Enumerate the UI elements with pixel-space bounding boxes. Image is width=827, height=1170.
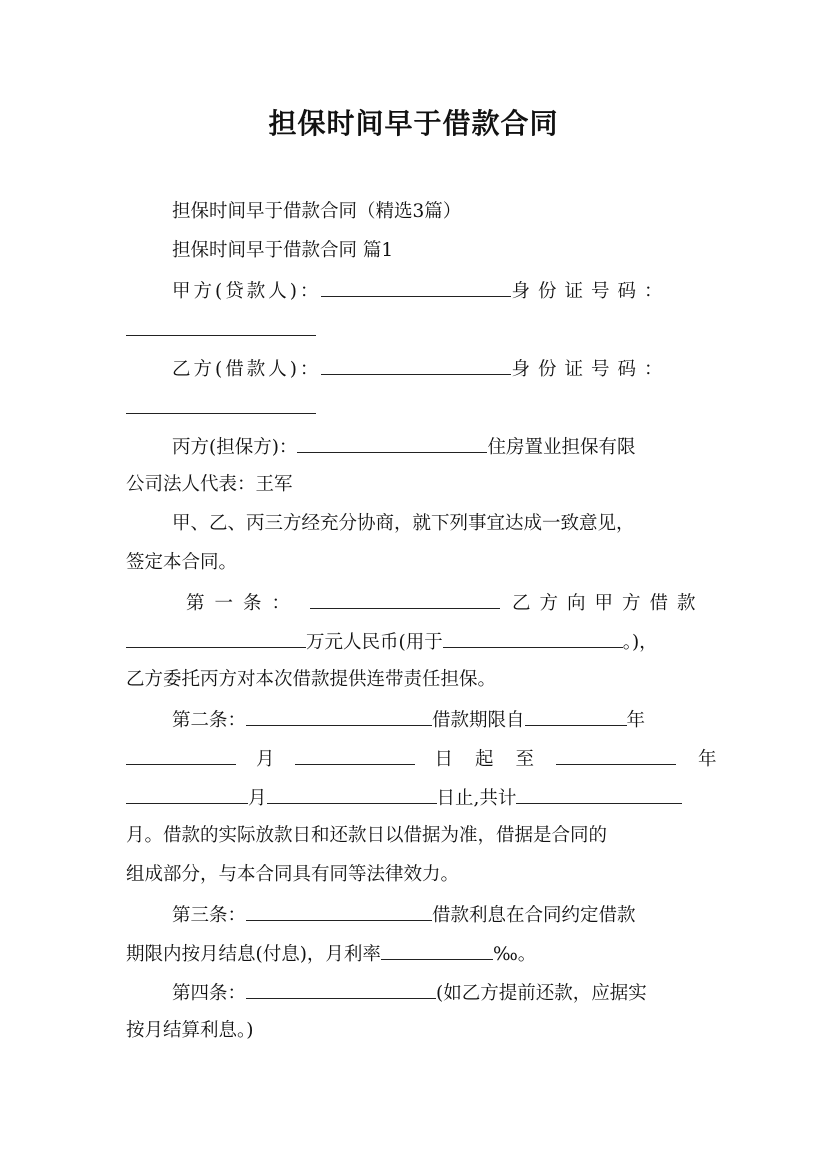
blank-field <box>246 901 432 921</box>
year-label: 年 <box>626 710 646 731</box>
article-1-line <box>126 589 705 615</box>
interest-rate-line <box>126 940 702 966</box>
paragraph-text: 甲、乙、丙三方经充分协商，就下列事宜达成一致意见， <box>172 513 635 534</box>
blank-field <box>126 745 236 765</box>
party-c-line <box>126 433 702 459</box>
blank-field <box>556 745 676 765</box>
blank-line <box>126 394 702 420</box>
blank-field <box>525 706 627 726</box>
article-1-text: 乙方向甲方借款 <box>512 593 705 614</box>
article-2-line <box>126 706 702 732</box>
article-4-text: (如乙方提前还款，应据实 <box>436 983 647 1004</box>
blank-field <box>267 784 437 804</box>
day-from-to: 日起至 <box>434 749 557 770</box>
company-name: 住房置业担保有限 <box>487 437 636 458</box>
party-c-label: 丙方(担保方)： <box>172 437 298 458</box>
blank-field <box>310 589 500 609</box>
day-end-label: 日止,共计 <box>436 788 517 809</box>
party-a-line <box>126 277 702 303</box>
paragraph-line: 组成部分，与本合同具有同等法律效力。 <box>126 864 460 885</box>
article-3-line <box>126 901 702 927</box>
month-label: 月 <box>256 749 275 770</box>
blank-field <box>381 940 493 960</box>
document-subtitle: 担保时间早于借款合同（精选3篇） <box>172 201 462 222</box>
amount-text: 万元人民币(用于 <box>306 632 443 653</box>
date-end-line <box>126 784 702 810</box>
blank-field <box>321 355 511 375</box>
id-number-label: 身份证号码： <box>511 359 671 380</box>
article-2-label: 第二条： <box>172 710 247 731</box>
blank-line <box>126 316 702 342</box>
article-1-amount-line <box>126 628 702 654</box>
blank-field <box>246 979 436 999</box>
party-a-label: 甲方(贷款人)： <box>172 281 322 302</box>
paragraph-line <box>126 511 702 537</box>
party-b-line <box>126 355 702 381</box>
blank-field <box>246 706 432 726</box>
part-heading: 担保时间早于借款合同 篇1 <box>172 240 394 261</box>
article-1-label: 第一条： <box>186 593 301 614</box>
blank-field <box>126 316 316 336</box>
legal-rep-line: 公司法人代表：王军 <box>126 474 293 495</box>
document-title: 担保时间早于借款合同 <box>268 107 559 140</box>
amount-text-end: 。)， <box>622 632 658 653</box>
paragraph-line: 月。借款的实际放款日和还款日以借据为准，借据是合同的 <box>126 825 608 846</box>
article-3-label: 第三条： <box>172 905 247 926</box>
permille-text: ‰。 <box>492 944 537 965</box>
blank-field <box>443 628 623 648</box>
blank-field <box>516 784 682 804</box>
article-2-text: 借款期限自 <box>432 710 525 731</box>
year-label: 年 <box>698 749 717 770</box>
paragraph-line: 签定本合同。 <box>126 552 238 573</box>
paragraph-line: 按月结算利息。) <box>126 1020 254 1041</box>
month-label: 月 <box>248 788 267 809</box>
blank-field <box>126 628 306 648</box>
article-4-line <box>126 979 702 1005</box>
article-3-text: 借款利息在合同约定借款 <box>432 905 636 926</box>
blank-field <box>126 394 316 414</box>
blank-field <box>126 784 248 804</box>
party-b-label: 乙方(借款人)： <box>172 359 322 380</box>
paragraph-line: 乙方委托丙方对本次借款提供连带责任担保。 <box>126 669 497 690</box>
id-number-label: 身份证号码： <box>511 281 671 302</box>
interest-text: 期限内按月结息(付息)，月利率 <box>126 944 381 965</box>
blank-field <box>297 433 487 453</box>
date-line <box>126 745 717 771</box>
blank-field <box>295 745 415 765</box>
article-4-label: 第四条： <box>172 983 247 1004</box>
blank-field <box>321 277 511 297</box>
